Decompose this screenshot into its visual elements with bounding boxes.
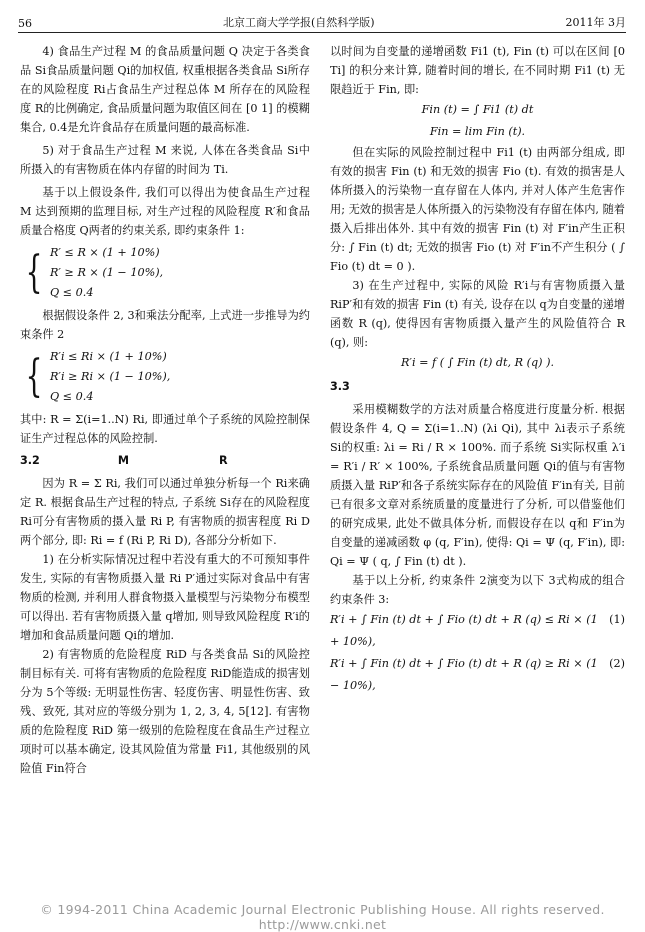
- constraint-2: [20, 347, 310, 407]
- section-number: 3.2: [20, 454, 40, 467]
- equation-integral: Fin (t) = ∫ Fi1 (t) dt: [421, 103, 534, 116]
- journal-title: 北京工商大学学报(自然科学版): [222, 16, 375, 29]
- section-symbol-r: R: [218, 454, 228, 467]
- paragraph-increasing-function: 以时间为自变量的递增函数 Fi1 (t), Fin (t) 可以在区间 [0 Ti] 的积分来计算, 随着时间的增长, 在不同时期 Fi1 (t) 无限趋近于 Fin, 即:: [330, 45, 625, 96]
- section-heading-3-3: 3.3: [330, 380, 350, 393]
- constraint-2-line: R′i ≥ Ri × (1 − 10%),: [50, 370, 171, 383]
- left-brace-icon: {: [25, 351, 43, 402]
- equation-limit: Fin = lim Fin (t).: [429, 125, 526, 138]
- constraint-1-line: Q ≤ 0.4: [50, 286, 94, 299]
- page-number: 56: [18, 17, 32, 30]
- formula-2-number: (2): [609, 657, 625, 670]
- page-header: [18, 14, 626, 33]
- paragraph-constraint-2-intro: 根据假设条件 2, 3和乘法分配率, 上式进一步推导为约束条件 2: [20, 309, 310, 341]
- paragraph-intake: 1) 在分析实际情况过程中若没有重大的不可预知事件发生, 实际的有害物质摄入量 Ri P′通过实际对食品中有害物质的检测, 并利用人群食物摄入量模型与污染物分布模型可以得出. 若有害物质摄入量 q增加, 则导致风险程度 R′i的增加和食品质量问题 Qi的增加.: [20, 553, 310, 642]
- paragraph-assumption-4: 4) 食品生产过程 M 的食品质量问题 Q 决定于各类食品 Si食品质量问题 Qi的加权值, 权重根据各类食品 Si所存在的风险程度 Ri占食品生产过程总体 M 所存在的风险程度 R的比例确定, 食品质量问题为取值区间在 [0 1] 的模糊集合, 0.4是允许食品存在质量问题的最高标准.: [20, 45, 310, 134]
- right-column: [330, 42, 625, 697]
- left-column: [20, 42, 310, 778]
- formula-1-number: (1): [609, 613, 625, 626]
- formula-1: [330, 609, 625, 653]
- paragraph-damage-levels: 2) 有害物质的危险程度 RiD 与各类食品 Si的风险控制目标有关. 可将有害物质的危险程度 RiD能造成的损害划分为 5个等级: 无明显性伤害、轻度伤害、明显性伤害、致残、致死, 其对应的等级分别为 1, 2, 3, 4, 5[12]. 有害物质的危险程度 RiD 第一级别的危险程度在食品生产过程立项时可以基本确定, 设其风险值为常量 Fi1, 其他级别的风险值 Fin符合: [20, 648, 310, 775]
- formula-1-body: R′i + ∫ Fin (t) dt + ∫ Fio (t) dt + R (q) ≤ Ri × (1 + 10%),: [330, 613, 598, 648]
- paragraph-actual-risk: 3) 在生产过程中, 实际的风险 R′i与有害物质摄入量 RiP′和有效的损害 Fin (t) 有关, 设存在以 q为自变量的递增函数 R (q), 使得因有害物质摄入量产生的风险值符合 R (q), 则:: [330, 279, 625, 349]
- issue-date: 2011年 3月: [565, 16, 626, 29]
- paragraph-fuzzy-quality: 采用模糊数学的方法对质量合格度进行度量分析. 根据假设条件 4, Q = Σ(i=1..N) (λi Qi), 其中 λi表示子系统 Si的权重: λi = Ri / R × 100%. 而子系统 Si实际权重 λ′i = R′i / R′ × 100%, 子系统食品质量问题 Qi的值与有害物质摄入量 RiP′和各子系统实际存在的风险值 F′in有关, 目前已有很多文章对系统质量的度量进行了分析, 可以借鉴他们的研究成果, 此处不做具体分析, 而假设存在以 q和 F′in为自变量的递减函数 φ (q, F′in), 使得: Qi = Ψ (q, F′in), 即: Qi = Ψ ( q, ∫ Fin (t) dt ).: [330, 403, 625, 568]
- paragraph-constraint-3: 基于以上分析, 约束条件 2演变为以下 3式构成的组合约束条件 3:: [330, 574, 625, 606]
- constraint-1-line: R′ ≤ R × (1 + 10%): [50, 246, 160, 259]
- paragraph-assumption-5: 5) 对于食品生产过程 M 来说, 人体在各类食品 Si中所摄入的有害物质在体内存留的时间为 Ti.: [20, 144, 310, 176]
- paragraph-damage-components: 但在实际的风险控制过程中 Fi1 (t) 由两部分组成, 即有效的损害 Fin (t) 和无效的损害 Fio (t). 有效的损害是人体所摄入的污染物一直存留在人体内, 并对人体产生危害作用; 无效的损害是人体所摄入的污染物没有存留在体内, 随着摄入后排出体外. 其中有效的损害 Fin (t) 对 F′in产生正积分: ∫ Fin (t) dt; 无效的损害 Fio (t) 对 F′in不产生积分 ( ∫ Fio (t) dt = 0 ).: [330, 146, 625, 273]
- formula-2-body: R′i + ∫ Fin (t) dt + ∫ Fio (t) dt + R (q) ≥ Ri × (1 − 10%),: [330, 657, 598, 692]
- section-heading-3-2: [20, 451, 310, 470]
- section-symbol-m: M: [117, 454, 129, 467]
- constraint-1-line: R′ ≥ R × (1 − 10%),: [50, 266, 164, 279]
- paragraph-constraint-intro: 基于以上假设条件, 我们可以得出为使食品生产过程 M 达到预期的监理目标, 对生产过程的风险程度 R′和食品质量合格度 Q两者的约束关系, 即约束条件 1:: [20, 186, 310, 237]
- constraint-2-line: R′i ≤ Ri × (1 + 10%): [50, 350, 167, 363]
- paragraph-risk-analysis: 因为 R = Σ Ri, 我们可以通过单独分析每一个 Ri来确定 R. 根据食品生产过程的特点, 子系统 Si存在的风险程度 Ri可分有害物质的摄入量 Ri P, 有害物质的损害程度 Ri D 两个部分, 即: Ri = f (Ri P, Ri D), 各部分分析如下.: [20, 477, 310, 547]
- left-brace-icon: {: [25, 247, 43, 298]
- formula-2: [330, 653, 625, 697]
- equation-risk-function: R′i = f ( ∫ Fin (t) dt, R (q) ).: [400, 356, 555, 369]
- copyright-footer: © 1994-2011 China Academic Journal Electronic Publishing House. All rights reserved. http://www.cnki.net: [40, 902, 605, 932]
- constraint-1: [20, 243, 310, 303]
- paragraph-sum-definition: 其中: R = Σ(i=1..N) Ri, 即通过单个子系统的风险控制保证生产过程总体的风险控制.: [20, 413, 310, 445]
- constraint-2-line: Q ≤ 0.4: [50, 390, 94, 403]
